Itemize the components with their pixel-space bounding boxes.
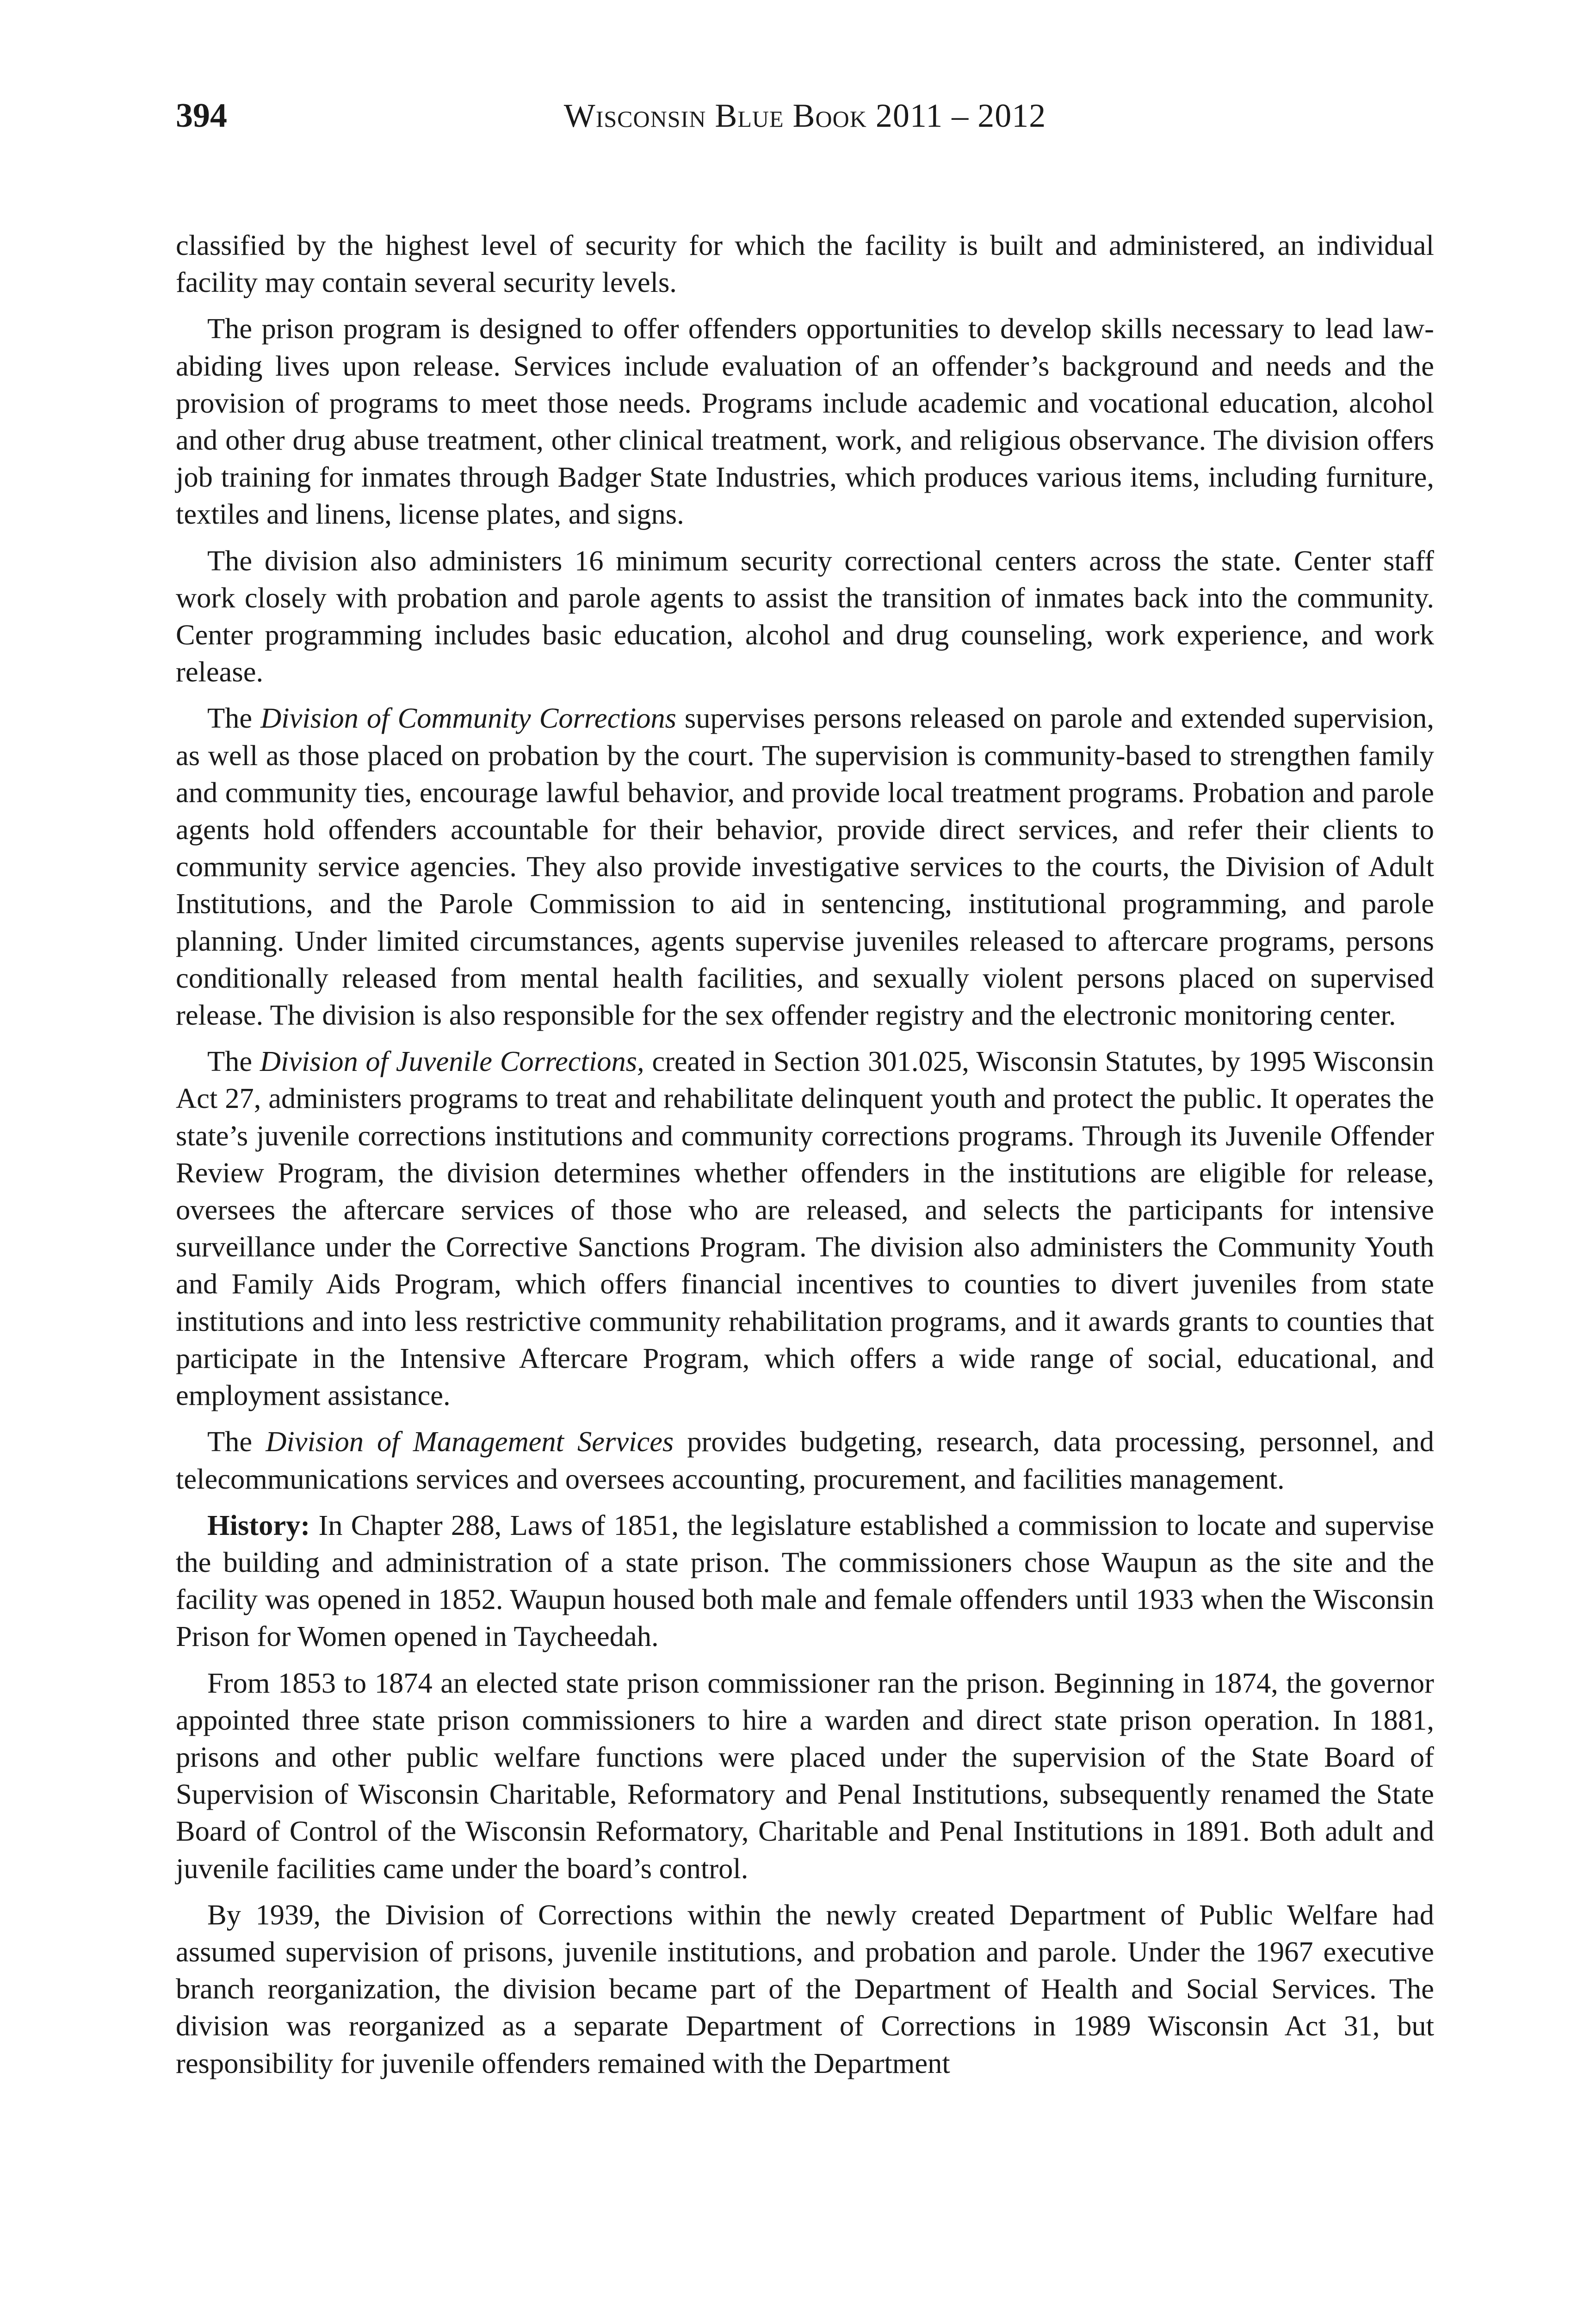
division-name-management-services: Division of Management Services <box>266 1425 674 1458</box>
page-header <box>176 95 1434 136</box>
division-name-community-corrections: Division of Community Corrections <box>260 702 676 735</box>
paragraph-security-levels-continued: classified by the highest level of security for which the facility is built and administered, an individual facility may contain several security levels. <box>176 229 1434 299</box>
division-name-juvenile-corrections: Division of Juvenile Corrections, <box>260 1045 644 1078</box>
paragraph-community-corrections: The Division of Community Corrections supervises persons released on parole and extended supervision, as well as those placed on probation by the court. The supervision is community-based to strengthen family and community ties, encourage lawful behavior, and provide local treatment programs. Probation and parole agents hold offenders accountable for their behavior, provide direct services, and refer their clients to community service agencies. They also provide investigative services to the courts, the Division of Adult Institutions, and the Parole Commission to aid in sentencing, institutional programming, and parole planning. Under limited circumstances, agents supervise juveniles released to aftercare programs, persons conditionally released from mental health facilities, and sexually violent persons placed on supervised release. The division is also responsible for the sex offender registry and the electronic monitoring center. <box>176 702 1435 1032</box>
running-head: Wisconsin Blue Book 2011 – 2012 <box>563 97 1046 134</box>
paragraph-prison-program: The prison program is designed to offer offenders opportunities to develop skills necessary to lead law-abiding lives upon release. Services include evaluation of an offender’s background and needs and the provision of programs to meet those needs. Programs include academic and vocational education, alcohol and other drug abuse treatment, other clinical treatment, work, and religious observance. The division offers job training for inmates through Badger State Industries, which produces various items, including furniture, textiles and linens, license plates, and signs. <box>176 312 1434 531</box>
body-text <box>176 227 1434 2091</box>
paragraph-juvenile-corrections: The Division of Juvenile Corrections, created in Section 301.025, Wisconsin Statutes, by 1995 Wisconsin Act 27, administers programs to treat and rehabilitate delinquent youth and protect the public. It operates the state’s juvenile corrections institutions and community corrections programs. Through its Juvenile Offender Review Program, the division determines whether offenders in the institutions are eligible for release, oversees the aftercare services of those who are released, and selects the participants for intensive surveillance under the Corrective Sanctions Program. The division also administers the Community Youth and Family Aids Program, which offers financial incentives to counties to divert juveniles from state institutions and into less restrictive community rehabilitation programs, and it awards grants to counties that participate in the Intensive Aftercare Program, which offers a wide range of social, educational, and employment assistance. <box>176 1045 1434 1412</box>
paragraph-correctional-centers: The division also administers 16 minimum security correctional centers across the state. Center staff work closely with probation and parole agents to assist the transition of inmates back into the community. Center programming includes basic education, alcohol and drug counseling, work experience, and work release. <box>176 544 1434 688</box>
paragraph-management-services: The Division of Management Services provides budgeting, research, data processing, personnel, and telecommunications services and oversees accounting, procurement, and facilities management. <box>176 1425 1435 1495</box>
page-number: 394 <box>176 97 227 135</box>
paragraph-history-1853-1891: From 1853 to 1874 an elected state prison commissioner ran the prison. Beginning in 1874, the governor appointed three state prison commissioners to hire a warden and direct state prison operation. In 1881, prisons and other public welfare functions were placed under the supervision of the State Board of Supervision of Wisconsin Charitable, Reformatory and Penal Institutions, subsequently renamed the State Board of Control of the Wisconsin Reformatory, Charitable and Penal Institutions in 1891. Both adult and juvenile facilities came under the board’s control. <box>176 1666 1434 1885</box>
history-heading: History: <box>207 1509 310 1541</box>
paragraph-history-1939-1989: By 1939, the Division of Corrections within the newly created Department of Public Welfare had assumed supervision of prisons, juvenile institutions, and probation and parole. Under the 1967 executive branch reorganization, the division became part of the Department of Health and Social Services. The division was reorganized as a separate Department of Corrections in 1989 Wisconsin Act 31, but responsibility for juvenile offenders remained with the Department <box>176 1898 1434 2079</box>
paragraph-history: History: In Chapter 288, Laws of 1851, the legislature established a commission to locate and supervise the building and administration of a state prison. The commissioners chose Waupun as the site and the facility was opened in 1852. Waupun housed both male and female offenders until 1933 when the Wisconsin Prison for Women opened in Taycheedah. <box>176 1509 1434 1653</box>
